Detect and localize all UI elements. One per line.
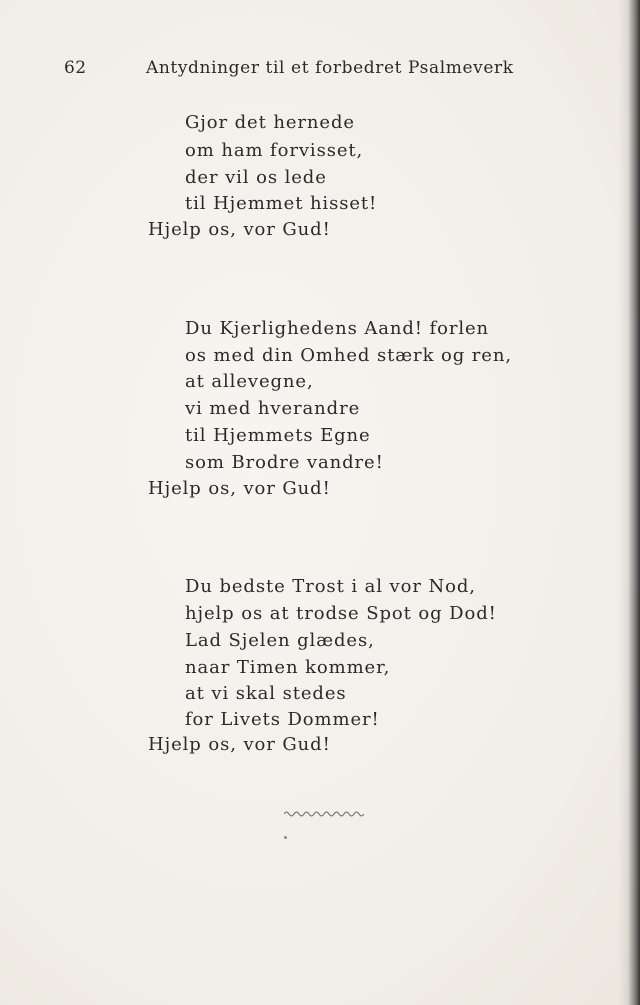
verse-line: til Hjemmets Egne	[185, 425, 371, 446]
verse-line: om ham forvisset,	[185, 140, 364, 161]
verse-line: os med din Omhed stærk og ren,	[185, 345, 512, 366]
refrain-line: Hjelp os, vor Gud!	[148, 219, 331, 240]
page-edge-shadow	[618, 0, 640, 1005]
verse-line: Du Kjerlighedens Aand! forlen	[185, 318, 490, 339]
verse-line: Gjor det hernede	[185, 112, 355, 133]
verse-line: Du bedste Trost i al vor Nod,	[185, 576, 476, 597]
page-number: 62	[64, 58, 87, 78]
verse-line: til Hjemmet hisset!	[185, 193, 378, 214]
verse-line: vi med hverandre	[185, 398, 361, 419]
verse-line: at allevegne,	[185, 371, 314, 392]
wavy-line-ornament-icon	[284, 808, 364, 820]
verse-line: Lad Sjelen glædes,	[185, 630, 375, 651]
speck-mark	[284, 836, 287, 839]
verse-line: som Brodre vandre!	[185, 452, 384, 473]
verse-line: naar Timen kommer,	[185, 657, 391, 678]
verse-line: hjelp os at trodse Spot og Dod!	[185, 603, 497, 624]
page-header	[64, 58, 514, 82]
refrain-line: Hjelp os, vor Gud!	[148, 478, 331, 499]
refrain-line: Hjelp os, vor Gud!	[148, 734, 331, 755]
verse-line: der vil os lede	[185, 167, 327, 188]
verse-line: for Livets Dommer!	[185, 709, 380, 730]
verse-line: at vi skal stedes	[185, 683, 347, 704]
running-title: Antydninger til et forbedret Psalmeverk	[146, 58, 514, 78]
